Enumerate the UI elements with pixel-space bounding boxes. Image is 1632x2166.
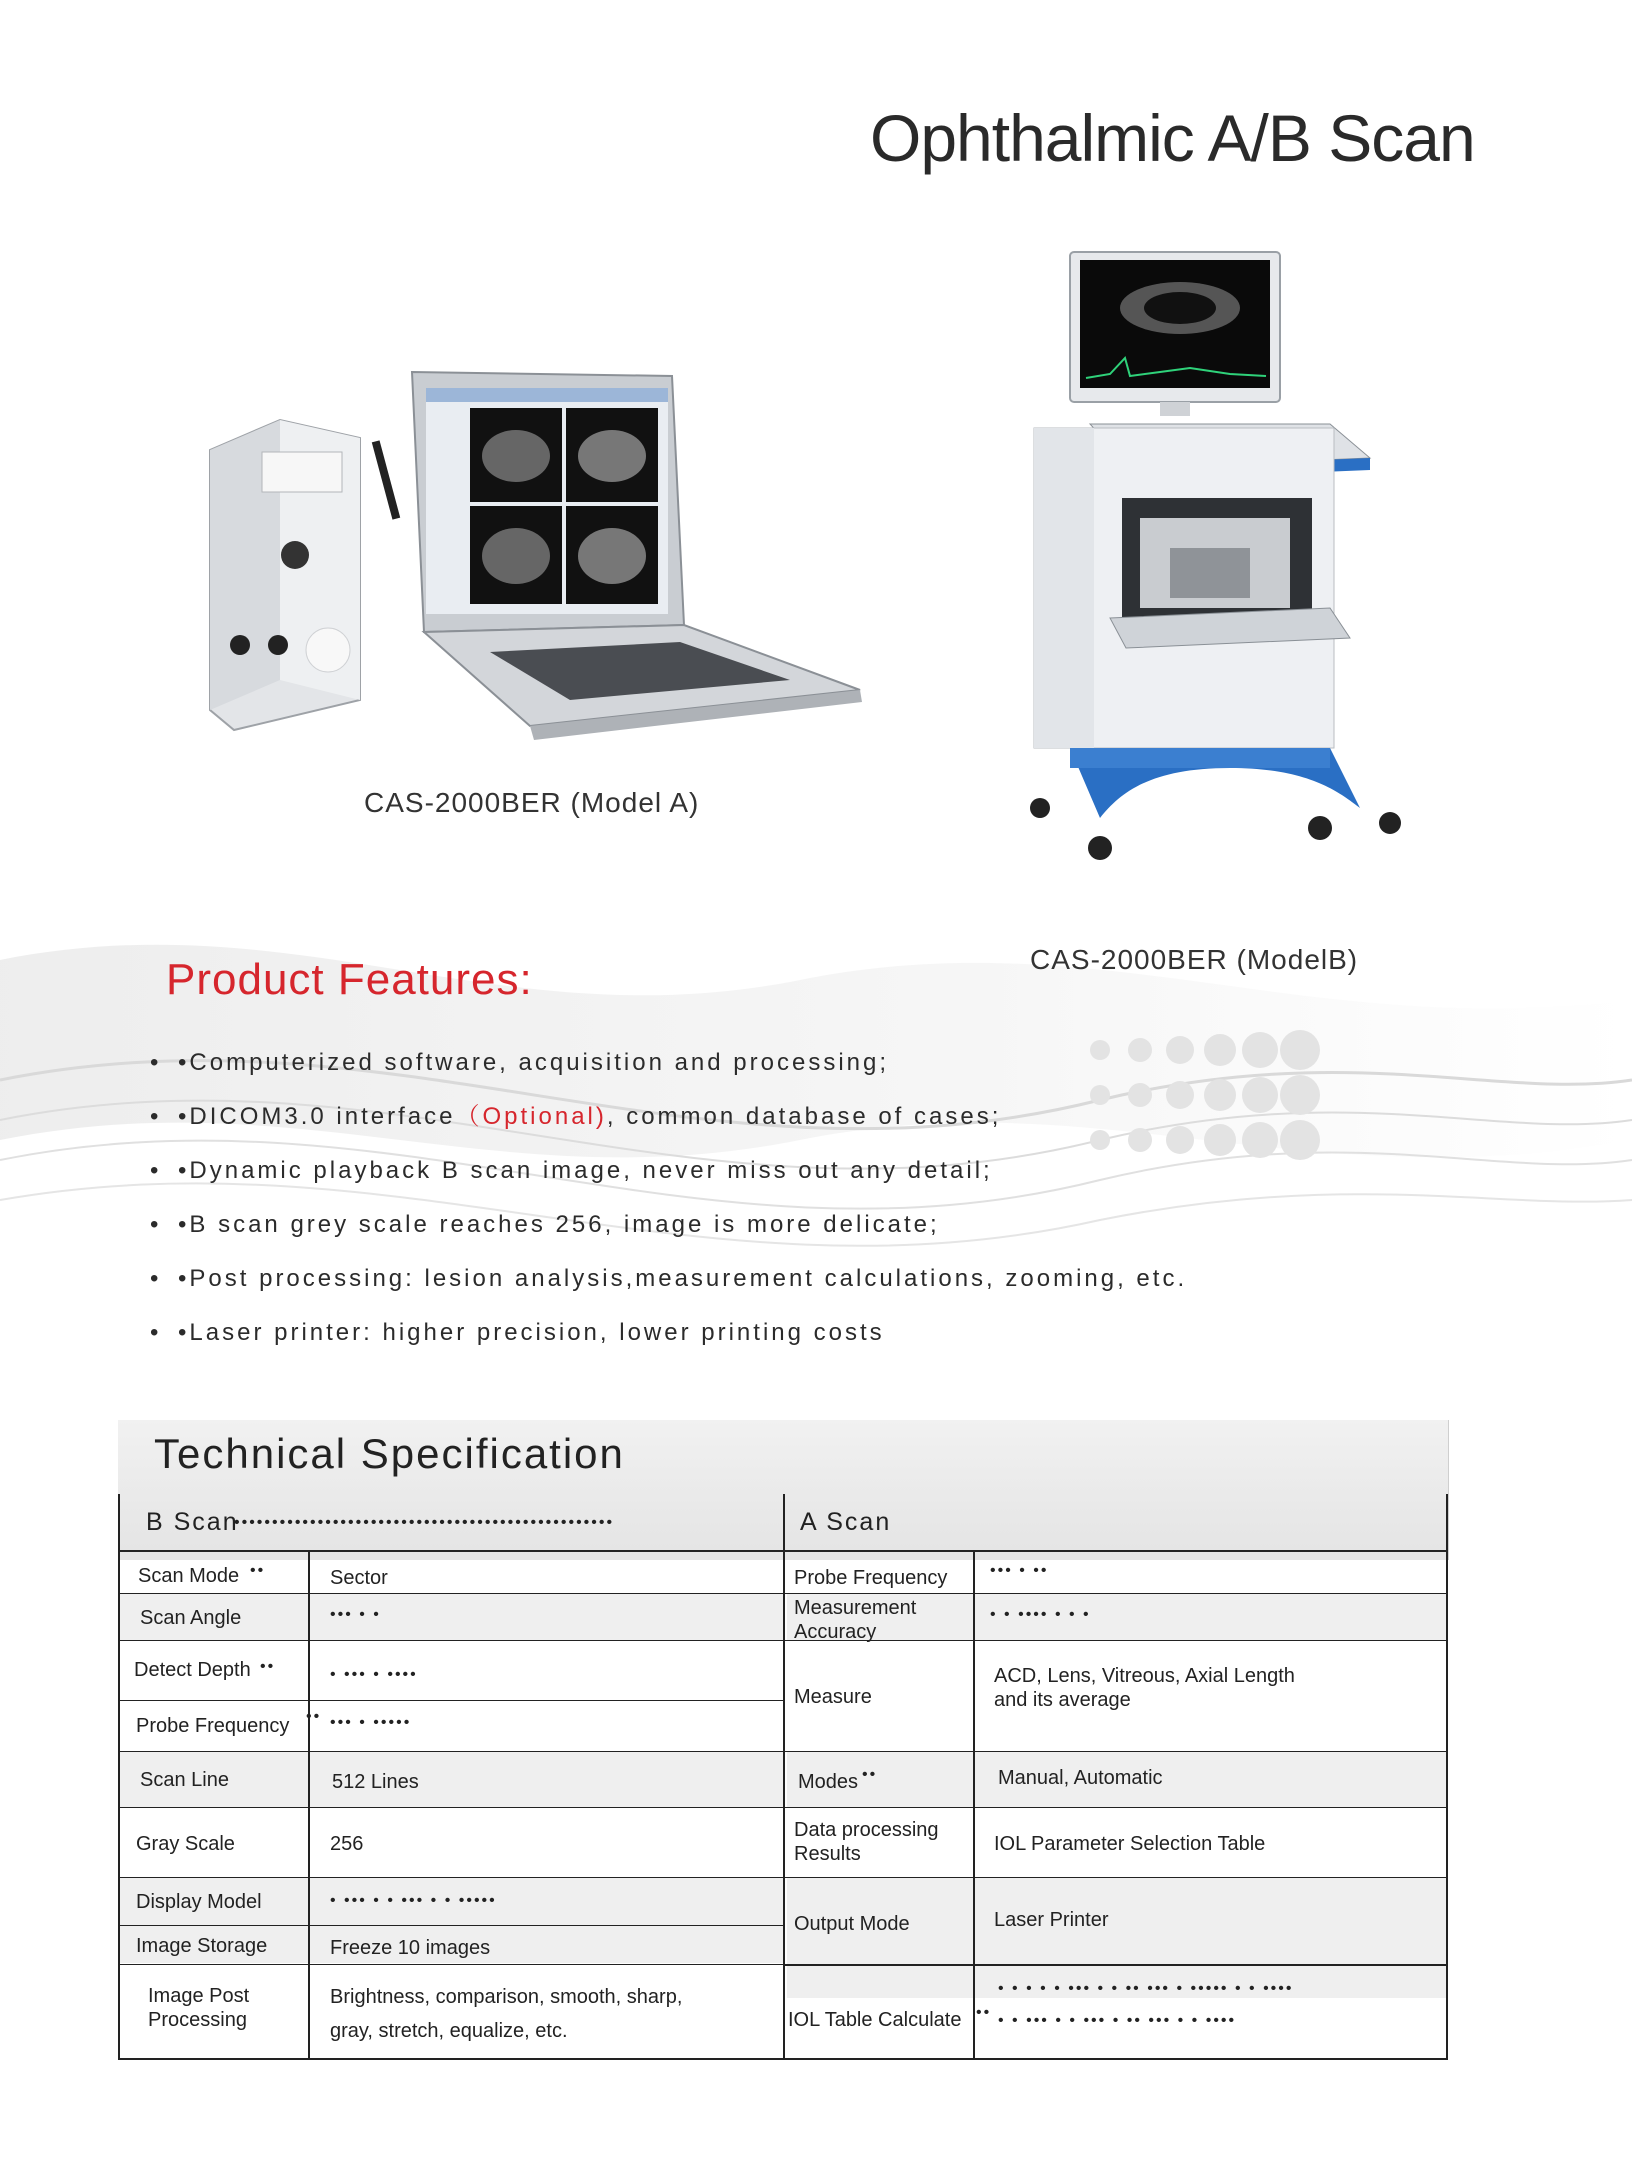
bullet: • <box>150 1103 162 1130</box>
row-line <box>118 1807 783 1808</box>
a-scan-label: Modes <box>798 1771 859 1793</box>
dotted-leader: •••••••••••••••••••••••••••••••••••••••••••••••••• <box>234 1514 615 1531</box>
a-scan-value: ACD, Lens, Vitreous, Axial Length and its average <box>994 1665 1295 1711</box>
table-border <box>118 2058 1448 2060</box>
feature-text: •Computerized software, acquisition and processing; <box>178 1049 890 1076</box>
row-line <box>118 1550 1448 1552</box>
b-scan-label: Gray Scale <box>136 1833 235 1855</box>
row-line <box>118 1751 783 1752</box>
row-line <box>118 1925 783 1926</box>
dotted-leader: • • •••• • • • <box>990 1606 1091 1623</box>
feature-highlight: （Optional) <box>455 1103 607 1130</box>
feature-text: •B scan grey scale reaches 256, image is more delicate; <box>178 1211 940 1238</box>
page-title: Ophthalmic A/B Scan <box>870 101 1475 175</box>
b-scan-header: B Scan <box>146 1508 239 1536</box>
dotted-leader: ••• • •• <box>990 1562 1049 1579</box>
a-scan-label: Output Mode <box>794 1913 910 1935</box>
bullet: • <box>150 1319 162 1346</box>
b-scan-value: 512 Lines <box>332 1771 419 1793</box>
a-scan-label: Measure <box>794 1686 872 1708</box>
a-scan-value: Laser Printer <box>994 1909 1109 1931</box>
dotted-leader: •• <box>862 1766 878 1783</box>
spec-title: Technical Specification <box>154 1430 625 1477</box>
row-line <box>785 1807 1448 1808</box>
a-scan-value: IOL Parameter Selection Table <box>994 1833 1266 1855</box>
feature-item <box>150 1252 1450 1306</box>
row-line <box>118 1877 783 1878</box>
a-scan-label: Measurement Accuracy <box>794 1597 917 1643</box>
bullet: • <box>150 1265 162 1292</box>
bullet: • <box>150 1211 162 1238</box>
dotted-leader: • ••• • • ••• • • ••••• <box>330 1892 497 1909</box>
row-line <box>118 1964 783 1965</box>
feature-item <box>150 1306 1450 1360</box>
row-line <box>785 1751 1448 1752</box>
b-scan-value: Sector <box>330 1567 388 1589</box>
table-divider <box>783 1494 785 2060</box>
bullet: • <box>150 1157 162 1184</box>
dotted-leader: • • • • • ••• • • •• ••• • ••••• • • •••• <box>998 1980 1294 1997</box>
feature-text: •DICOM3.0 interface <box>178 1103 456 1130</box>
b-scan-label: Detect Depth <box>134 1659 251 1681</box>
row-line <box>785 1593 1448 1594</box>
dotted-leader: •• <box>250 1562 266 1579</box>
bullet: • <box>150 1049 162 1076</box>
feature-text: •Laser printer: higher precision, lower printing costs <box>178 1319 885 1346</box>
dotted-leader: ••• • ••••• <box>330 1714 412 1731</box>
row-line <box>785 1964 1448 1966</box>
b-scan-label: Probe Frequency <box>136 1715 290 1737</box>
dotted-leader: •• <box>260 1658 276 1675</box>
row-line <box>118 1593 783 1594</box>
caption-model-a: CAS-2000BER (Model A) <box>364 787 700 818</box>
b-scan-value: 256 <box>330 1833 364 1855</box>
dotted-leader: • ••• • •••• <box>330 1666 418 1683</box>
feature-text: •Dynamic playback B scan image, never miss out any detail; <box>178 1157 993 1184</box>
a-scan-value: Manual, Automatic <box>998 1767 1163 1789</box>
b-scan-label: Display Model <box>136 1891 262 1913</box>
caption-model-b: CAS-2000BER (ModelB) <box>1030 944 1359 975</box>
table-border <box>1446 1494 1448 2060</box>
b-scan-label: Scan Mode <box>138 1565 240 1587</box>
product-model-b-image <box>1030 248 1410 908</box>
feature-text: , common database of cases; <box>606 1103 1002 1130</box>
feature-item <box>150 1144 1450 1198</box>
feature-item <box>150 1198 1450 1252</box>
a-scan-header: A Scan <box>800 1508 892 1536</box>
row-line <box>118 1700 783 1701</box>
feature-item <box>150 1036 1450 1090</box>
table-divider <box>308 1550 310 2060</box>
b-scan-label: Image Post Processing <box>148 1985 250 2031</box>
feature-item <box>150 1090 1450 1144</box>
feature-text: •Post processing: lesion analysis,measurement calculations, zooming, etc. <box>178 1265 1188 1292</box>
spec-table <box>118 1420 1448 2060</box>
table-divider <box>973 1550 975 2060</box>
b-scan-label: Scan Angle <box>140 1607 242 1629</box>
dotted-leader: ••• • • <box>330 1606 381 1623</box>
features-list <box>150 1036 1450 1360</box>
row-line <box>785 1877 1448 1878</box>
dotted-leader: •• <box>976 2004 992 2021</box>
row-line <box>118 1640 783 1641</box>
a-scan-label: Data processing Results <box>794 1819 939 1865</box>
b-scan-label: Image Storage <box>136 1935 268 1957</box>
b-scan-value: Freeze 10 images <box>330 1937 491 1959</box>
b-scan-label: Scan Line <box>140 1769 229 1791</box>
a-scan-label: Probe Frequency <box>794 1567 948 1589</box>
b-scan-value: Brightness, comparison, smooth, sharp, gray, stretch, equalize, etc. <box>330 1986 683 2042</box>
table-border <box>118 1494 120 2060</box>
a-scan-label: IOL Table Calculate <box>788 2009 962 2031</box>
dotted-leader: •• <box>306 1708 322 1725</box>
features-title: Product Features: <box>166 955 533 1004</box>
dotted-leader: • • ••• • • ••• • •• ••• • • •••• <box>998 2012 1237 2029</box>
product-model-a-image <box>200 370 900 760</box>
